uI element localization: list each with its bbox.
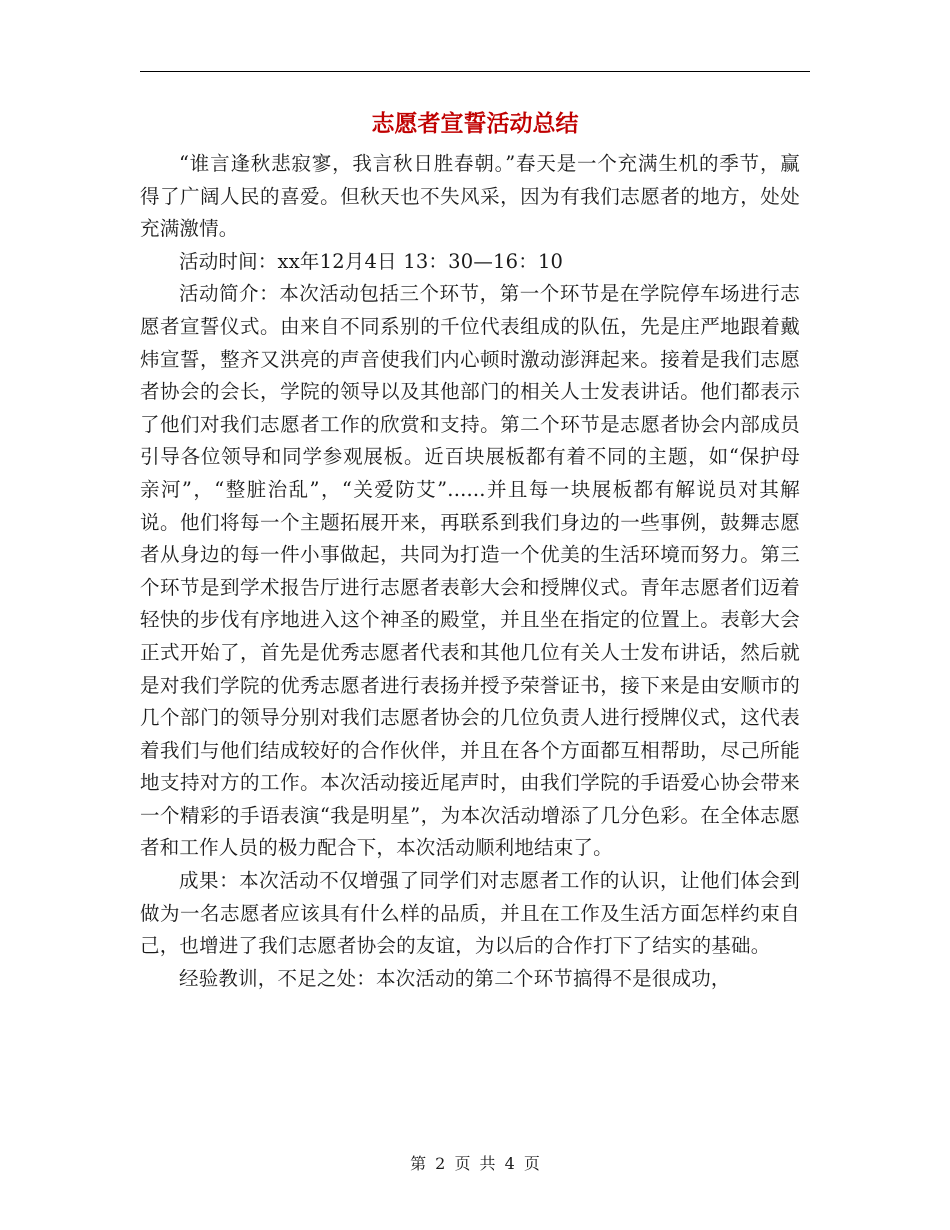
page-number-footer: 第 2 页 共 4 页 <box>410 1154 540 1173</box>
paragraph-lessons: 经验教训，不足之处：本次活动的第二个环节搞得不是很成功， <box>179 966 731 990</box>
paragraph-results: 成果：本次活动不仅增强了同学们对志愿者工作的认识，让他们体会到做为一名志愿者应该具有什么样的品质，并且在工作及生活方面怎样约束自己，也增进了我们志愿者协会的友谊，为以后的合作打下了结实的基础。 <box>140 869 800 958</box>
paragraph-intro: “谁言逢秋悲寂寥，我言秋日胜春朝。”春天是一个充满生机的季节，赢得了广阔人民的喜爱。但秋天也不失风采，因为有我们志愿者的地方，处处充满激情。 <box>140 152 800 241</box>
document-body <box>140 148 800 995</box>
paragraph-activity-summary: 活动简介：本次活动包括三个环节，第一个环节是在学院停车场进行志愿者宣誓仪式。由来自不同系别的千位代表组成的队伍，先是庄严地跟着戴炜宣誓，整齐又洪亮的声音使我们内心顿时激动澎湃起来。接着是我们志愿者协会的会长，学院的领导以及其他部门的相关人士发表讲话。他们都表示了他们对我们志愿者工作的欣赏和支持。第二个环节是志愿者协会内部成员引导各位领导和同学参观展板。近百块展板都有着不同的主题，如“保护母亲河”，“整脏治乱”，“关爱防艾”......并且每一块展板都有解说员对其解说。他们将每一个主题拓展开来，再联系到我们身边的一些事例，鼓舞志愿者从身边的每一件小事做起，共同为打造一个优美的生活环境而努力。第三个环节是到学术报告厅进行志愿者表彰大会和授牌仪式。青年志愿者们迈着轻快的步伐有序地进入这个神圣的殿堂，并且坐在指定的位置上。表彰大会正式开始了，首先是优秀志愿者代表和其他几位有关人士发布讲话，然后就是对我们学院的优秀志愿者进行表扬并授予荣誉证书，接下来是由安顺市的几个部门的领导分别对我们志愿者协会的几位负责人进行授牌仪式，这代表着我们与他们结成较好的合作伙伴，并且在各个方面都互相帮助，尽己所能地支持对方的工作。本次活动接近尾声时，由我们学院的手语爱心协会带来一个精彩的手语表演“我是明星”，为本次活动增添了几分色彩。在全体志愿者和工作人员的极力配合下，本次活动顺利地结束了。 <box>140 282 800 860</box>
header-rule <box>140 71 810 72</box>
paragraph-activity-time: 活动时间：xx年12月4日 13：30—16：10 <box>179 249 564 273</box>
document-title: 志愿者宣誓活动总结 <box>371 110 579 137</box>
